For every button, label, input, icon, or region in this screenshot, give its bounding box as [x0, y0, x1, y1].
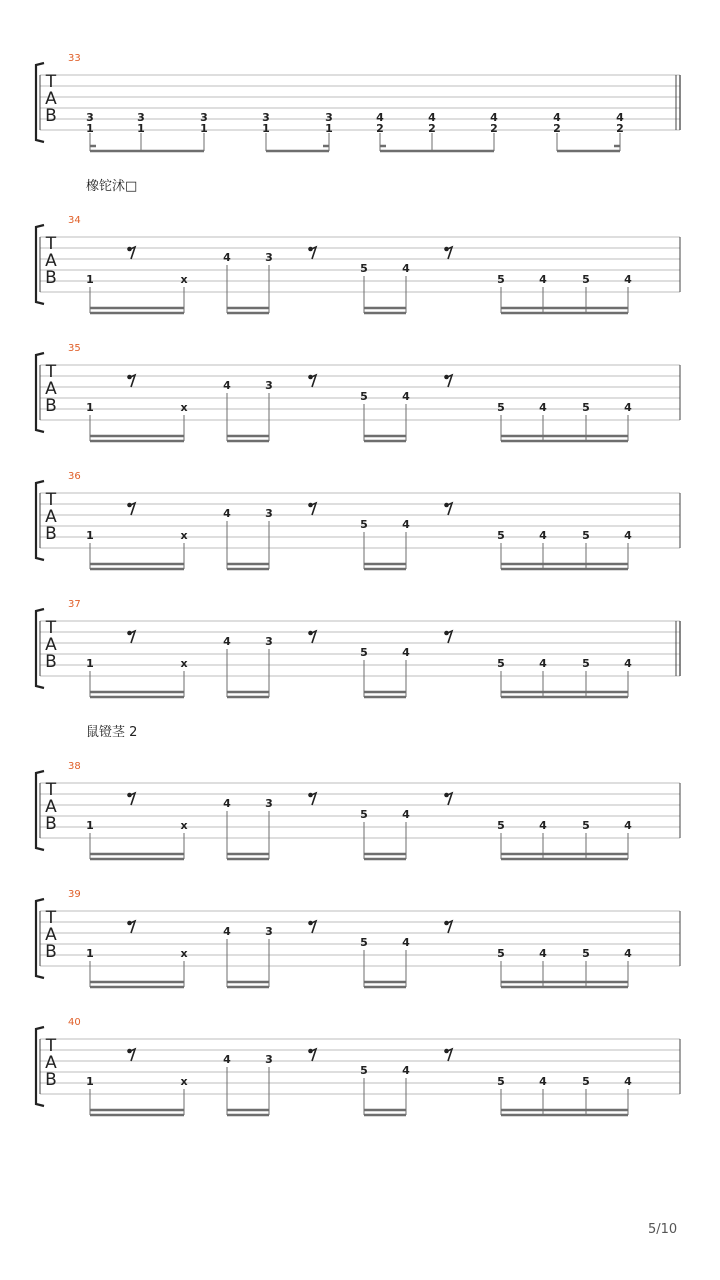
fret-number: 5	[497, 819, 505, 832]
fret-number: 5	[582, 273, 590, 286]
fret-number: 5	[360, 646, 368, 659]
fret-number: 3	[265, 925, 273, 938]
tab-clef-letter: A	[45, 507, 57, 527]
fret-number: x	[180, 1075, 188, 1088]
fret-number: 5	[497, 657, 505, 670]
tab-clef-letter: T	[45, 234, 57, 254]
fret-number: 4	[539, 947, 547, 960]
fret-number: 3	[137, 111, 145, 124]
fret-number: 1	[86, 819, 94, 832]
fret-number: 5	[497, 273, 505, 286]
eighth-rest-icon	[309, 631, 316, 643]
fret-number: 2	[553, 122, 561, 135]
fret-number: 4	[223, 379, 231, 392]
fret-number: 4	[402, 1064, 410, 1077]
measure-number: 34	[68, 215, 81, 226]
measure-number: 39	[68, 889, 81, 900]
eighth-rest-icon	[309, 921, 316, 933]
eighth-rest-icon	[128, 247, 135, 259]
measure-number: 37	[68, 599, 81, 610]
eighth-rest-icon	[445, 247, 452, 259]
fret-number: 5	[360, 1064, 368, 1077]
fret-number: 4	[223, 925, 231, 938]
measure-number: 38	[68, 761, 81, 772]
fret-number: 3	[262, 111, 270, 124]
fret-number: 4	[402, 390, 410, 403]
tab-clef-letter: A	[45, 89, 57, 109]
fret-number: 5	[360, 936, 368, 949]
fret-number: 1	[137, 122, 145, 135]
eighth-rest-icon	[309, 375, 316, 387]
fret-number: 1	[86, 1075, 94, 1088]
fret-number: 3	[265, 797, 273, 810]
fret-number: 4	[223, 1053, 231, 1066]
eighth-rest-icon	[445, 921, 452, 933]
tab-clef-letter: A	[45, 379, 57, 399]
fret-number: 3	[265, 507, 273, 520]
fret-number: 5	[582, 401, 590, 414]
tab-clef-letter: A	[45, 1053, 57, 1073]
fret-number: x	[180, 657, 188, 670]
measure-number: 35	[68, 343, 81, 354]
fret-number: 1	[86, 273, 94, 286]
fret-number: 3	[265, 1053, 273, 1066]
fret-number: 4	[402, 518, 410, 531]
eighth-rest-icon	[128, 375, 135, 387]
fret-number: x	[180, 529, 188, 542]
fret-number: 5	[582, 1075, 590, 1088]
fret-number: 4	[402, 646, 410, 659]
fret-number: 1	[262, 122, 270, 135]
section-label: 鼠镫茎 2	[86, 725, 138, 740]
eighth-rest-icon	[445, 375, 452, 387]
page-number: 5/10	[648, 1222, 678, 1237]
fret-number: 5	[360, 262, 368, 275]
eighth-rest-icon	[309, 247, 316, 259]
eighth-rest-icon	[309, 503, 316, 515]
eighth-rest-icon	[309, 793, 316, 805]
fret-number: 5	[582, 657, 590, 670]
fret-number: 2	[490, 122, 498, 135]
measure-number: 33	[68, 53, 81, 64]
fret-number: 1	[86, 529, 94, 542]
fret-number: 4	[223, 797, 231, 810]
fret-number: x	[180, 819, 188, 832]
eighth-rest-icon	[128, 793, 135, 805]
tab-clef-letter: B	[45, 942, 57, 962]
measure-number: 40	[68, 1017, 81, 1028]
tab-clef-letter: B	[45, 268, 57, 288]
tab-clef-letter: B	[45, 396, 57, 416]
fret-number: 5	[582, 529, 590, 542]
tab-clef-letter: A	[45, 635, 57, 655]
fret-number: 1	[86, 122, 94, 135]
tab-clef-letter: T	[45, 618, 57, 638]
eighth-rest-icon	[128, 921, 135, 933]
fret-number: 4	[539, 273, 547, 286]
fret-number: 3	[265, 379, 273, 392]
tab-clef-letter: B	[45, 652, 57, 672]
tab-clef-letter: T	[45, 780, 57, 800]
eighth-rest-icon	[445, 793, 452, 805]
fret-number: 1	[200, 122, 208, 135]
fret-number: x	[180, 401, 188, 414]
tab-clef-letter: T	[45, 72, 57, 92]
fret-number: 1	[86, 657, 94, 670]
eighth-rest-icon	[128, 503, 135, 515]
tab-clef-letter: A	[45, 797, 57, 817]
fret-number: 5	[497, 401, 505, 414]
fret-number: 2	[616, 122, 624, 135]
fret-number: 4	[553, 111, 561, 124]
fret-number: 3	[86, 111, 94, 124]
fret-number: 4	[539, 657, 547, 670]
fret-number: 4	[539, 1075, 547, 1088]
tab-clef-letter: T	[45, 1036, 57, 1056]
tab-clef-letter: T	[45, 490, 57, 510]
fret-number: 2	[428, 122, 436, 135]
fret-number: 4	[539, 401, 547, 414]
tab-clef-letter: B	[45, 106, 57, 126]
tab-clef-letter: B	[45, 524, 57, 544]
section-label: 橡铊沭□	[86, 179, 138, 194]
fret-number: 4	[624, 947, 632, 960]
fret-number: 2	[376, 122, 384, 135]
fret-number: 4	[624, 819, 632, 832]
fret-number: 5	[360, 808, 368, 821]
fret-number: 4	[223, 251, 231, 264]
fret-number: x	[180, 947, 188, 960]
fret-number: 4	[624, 1075, 632, 1088]
eighth-rest-icon	[128, 1049, 135, 1061]
fret-number: 1	[86, 947, 94, 960]
fret-number: 1	[86, 401, 94, 414]
fret-number: 4	[539, 819, 547, 832]
tab-clef-letter: T	[45, 362, 57, 382]
fret-number: 5	[360, 518, 368, 531]
fret-number: 4	[490, 111, 498, 124]
fret-number: 4	[624, 273, 632, 286]
fret-number: 5	[497, 1075, 505, 1088]
fret-number: 3	[265, 635, 273, 648]
tab-clef-letter: B	[45, 814, 57, 834]
fret-number: 1	[325, 122, 333, 135]
fret-number: 4	[402, 262, 410, 275]
fret-number: 3	[325, 111, 333, 124]
fret-number: 4	[616, 111, 624, 124]
fret-number: 4	[428, 111, 436, 124]
fret-number: 3	[265, 251, 273, 264]
fret-number: 5	[582, 947, 590, 960]
fret-number: 5	[360, 390, 368, 403]
fret-number: 4	[624, 529, 632, 542]
fret-number: 5	[582, 819, 590, 832]
eighth-rest-icon	[445, 631, 452, 643]
fret-number: 4	[376, 111, 384, 124]
tab-clef-letter: A	[45, 251, 57, 271]
fret-number: 4	[223, 635, 231, 648]
tab-clef-letter: B	[45, 1070, 57, 1090]
fret-number: 4	[539, 529, 547, 542]
measure-number: 36	[68, 471, 81, 482]
eighth-rest-icon	[309, 1049, 316, 1061]
fret-number: 4	[624, 657, 632, 670]
eighth-rest-icon	[445, 1049, 452, 1061]
fret-number: 5	[497, 529, 505, 542]
fret-number: 4	[223, 507, 231, 520]
eighth-rest-icon	[128, 631, 135, 643]
fret-number: 3	[200, 111, 208, 124]
tab-clef-letter: A	[45, 925, 57, 945]
tab-clef-letter: T	[45, 908, 57, 928]
fret-number: x	[180, 273, 188, 286]
fret-number: 5	[497, 947, 505, 960]
fret-number: 4	[402, 936, 410, 949]
fret-number: 4	[402, 808, 410, 821]
eighth-rest-icon	[445, 503, 452, 515]
fret-number: 4	[624, 401, 632, 414]
